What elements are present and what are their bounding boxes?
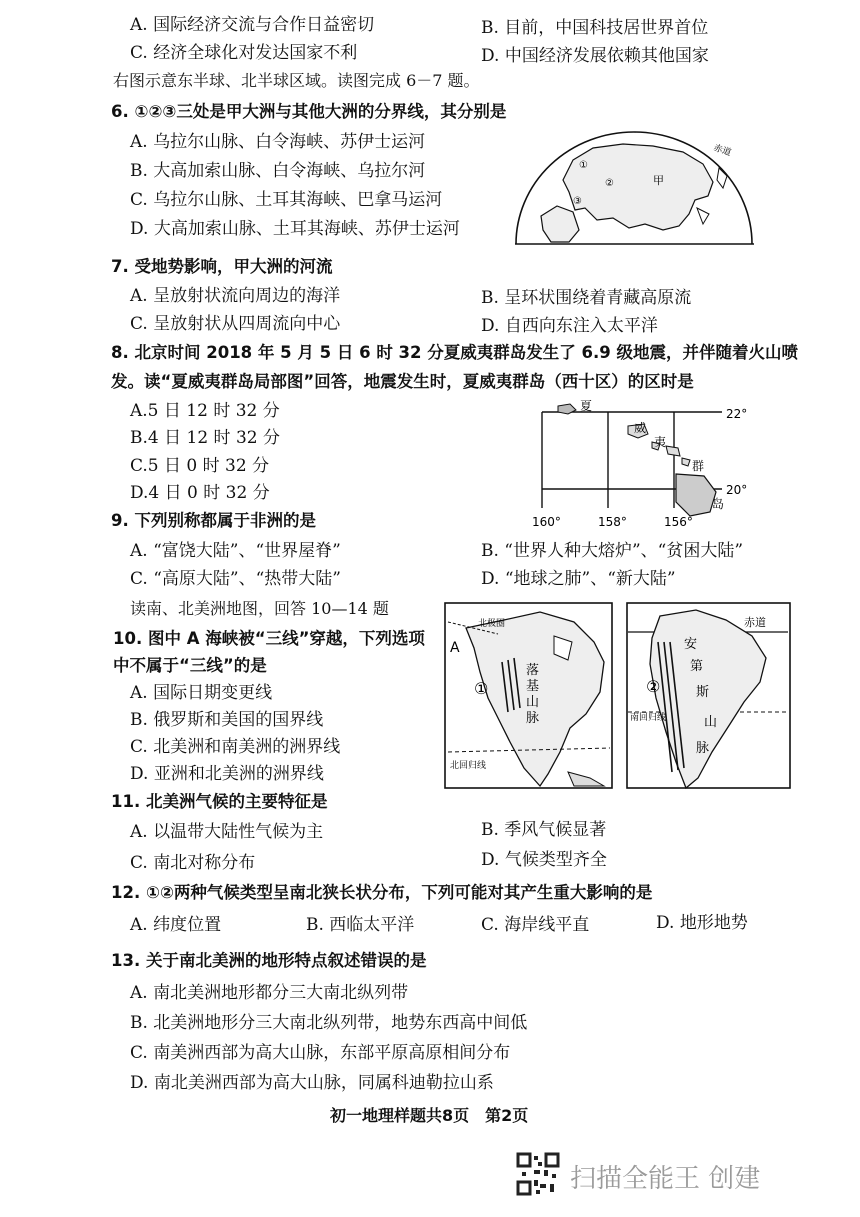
q9-stem: 9. 下列别称都属于非洲的是 [111, 511, 316, 530]
q11-option-c: C. 南北对称分布 [130, 853, 256, 873]
q13-stem: 13. 关于南北美洲的地形特点叙述错误的是 [111, 951, 427, 970]
lat-22-label: 22° [726, 407, 748, 421]
hawaii-char-4: 群 [692, 459, 705, 473]
south-america-map [626, 602, 792, 790]
hawaii-char-3: 夷 [654, 435, 667, 449]
na-marker-1: ① [474, 679, 489, 698]
map1-marker-2: ② [605, 178, 614, 189]
q6-option-a: A. 乌拉尔山脉、白令海峡、苏伊士运河 [130, 132, 426, 152]
hemisphere-map [513, 130, 756, 248]
lon-156-label: 156° [664, 515, 693, 529]
q7-option-c: C. 呈放射状从四周流向中心 [130, 314, 341, 334]
q10-stem-line1: 10. 图中 A 海峡被“三线”穿越，下列选项 [113, 629, 425, 648]
andes-char-5: 脉 [696, 741, 710, 756]
rocky-char-3: 山 [526, 695, 540, 710]
q6-stem: 6. ①②③三处是甲大洲与其他大洲的分界线，其分别是 [111, 102, 507, 121]
q6-option-d: D. 大高加索山脉、土耳其海峡、苏伊士运河 [130, 219, 460, 239]
qr-code-icon [516, 1152, 560, 1196]
q6-option-b: B. 大高加索山脉、白令海峡、乌拉尔河 [130, 161, 426, 181]
sa-marker-2: ② [646, 677, 661, 696]
q13-option-b: B. 北美洲地形分三大南北纵列带，地势东西高中间低 [130, 1013, 528, 1033]
map1-label-jia: 甲 [653, 174, 664, 187]
hawaii-char-5: 岛 [712, 497, 725, 511]
andes-char-4: 山 [704, 715, 718, 730]
andes-char-3: 斯 [696, 685, 710, 700]
q7-stem: 7. 受地势影响，甲大洲的河流 [111, 257, 333, 276]
q8-option-b: B.4 日 12 时 32 分 [130, 428, 280, 448]
sa-equator-label: 赤道 [744, 616, 766, 629]
q11-option-a: A. 以温带大陆性气候为主 [130, 822, 324, 842]
q9-option-d: D. “地球之肺”、“新大陆” [481, 569, 676, 589]
tropic-capricorn-label: 南回归线 [630, 713, 667, 723]
arctic-circle-label: 北极圈 [478, 619, 506, 629]
rocky-char-1: 落 [526, 663, 540, 678]
q7-option-d: D. 自西向东注入太平洋 [481, 316, 658, 336]
watermark-text: 扫描全能王 创建 [570, 1164, 761, 1194]
prev-option-b: B. 目前，中国科技居世界首位 [481, 18, 709, 38]
q10-stem-line2: 中不属于“三线”的是 [113, 656, 267, 675]
hawaii-char-1: 夏 [580, 399, 593, 413]
q11-option-b: B. 季风气候显著 [481, 820, 607, 840]
q11-option-d: D. 气候类型齐全 [481, 850, 607, 870]
intro-10-14: 读南、北美洲地图，回答 10—14 题 [130, 599, 389, 618]
strait-a-label: A [450, 640, 460, 656]
andes-char-1: 安 [684, 637, 698, 652]
north-america-map [444, 602, 614, 790]
andes-char-2: 第 [690, 659, 704, 674]
q12-option-c: C. 海岸线平直 [481, 915, 590, 935]
hawaii-char-2: 威 [634, 421, 647, 435]
lon-160-label: 160° [532, 515, 561, 529]
q12-option-b: B. 西临太平洋 [306, 915, 415, 935]
tropic-cancer-label: 北回归线 [450, 761, 487, 771]
q10-option-d: D. 亚洲和北美洲的洲界线 [130, 764, 324, 784]
lat-20-label: 20° [726, 483, 748, 497]
q9-option-b: B. “世界人种大熔炉”、“贫困大陆” [481, 541, 744, 561]
q8-option-a: A.5 日 12 时 32 分 [130, 401, 280, 421]
q8-stem-line2: 发。读“夏威夷群岛局部图”回答，地震发生时，夏威夷群岛（西十区）的区时是 [111, 372, 694, 391]
map1-label-equator: 赤道 [712, 143, 733, 159]
q7-option-b: B. 呈环状围绕着青藏高原流 [481, 288, 692, 308]
q12-stem: 12. ①②两种气候类型呈南北狭长状分布，下列可能对其产生重大影响的是 [111, 883, 653, 902]
q8-option-c: C.5 日 0 时 32 分 [130, 456, 270, 476]
q9-option-a: A. “富饶大陆”、“世界屋脊” [130, 541, 341, 561]
rocky-char-4: 脉 [526, 711, 540, 726]
intro-6-7: 右图示意东半球、北半球区域。读图完成 6－7 题。 [113, 71, 480, 90]
hawaii-map [528, 398, 760, 532]
q10-option-c: C. 北美洲和南美洲的洲界线 [130, 737, 341, 757]
map1-marker-1: ① [579, 160, 588, 171]
q6-option-c: C. 乌拉尔山脉、土耳其海峡、巴拿马运河 [130, 190, 443, 210]
q12-option-a: A. 纬度位置 [130, 915, 222, 935]
page-footer: 初一地理样题共8页 第2页 [330, 1106, 529, 1125]
lon-158-label: 158° [598, 515, 627, 529]
q9-option-c: C. “高原大陆”、“热带大陆” [130, 569, 341, 589]
q10-option-a: A. 国际日期变更线 [130, 683, 273, 703]
q7-option-a: A. 呈放射状流向周边的海洋 [130, 286, 341, 306]
rocky-char-2: 基 [526, 679, 540, 694]
q13-option-a: A. 南北美洲地形都分三大南北纵列带 [130, 983, 409, 1003]
q12-option-d: D. 地形地势 [656, 913, 748, 933]
q8-option-d: D.4 日 0 时 32 分 [130, 483, 270, 503]
q8-stem-line1: 8. 北京时间 2018 年 5 月 5 日 6 时 32 分夏威夷群岛发生了 6.9 级地震，并伴随着火山喷 [111, 343, 798, 362]
q13-option-c: C. 南美洲西部为高大山脉，东部平原高原相间分布 [130, 1043, 511, 1063]
map1-marker-3: ③ [573, 196, 582, 207]
prev-option-a: A. 国际经济交流与合作日益密切 [130, 15, 375, 35]
prev-option-d: D. 中国经济发展依赖其他国家 [481, 46, 709, 66]
q11-stem: 11. 北美洲气候的主要特征是 [111, 792, 328, 811]
q10-option-b: B. 俄罗斯和美国的国界线 [130, 710, 324, 730]
prev-option-c: C. 经济全球化对发达国家不利 [130, 43, 358, 63]
q13-option-d: D. 南北美洲西部为高大山脉，同属科迪勒拉山系 [130, 1073, 494, 1093]
